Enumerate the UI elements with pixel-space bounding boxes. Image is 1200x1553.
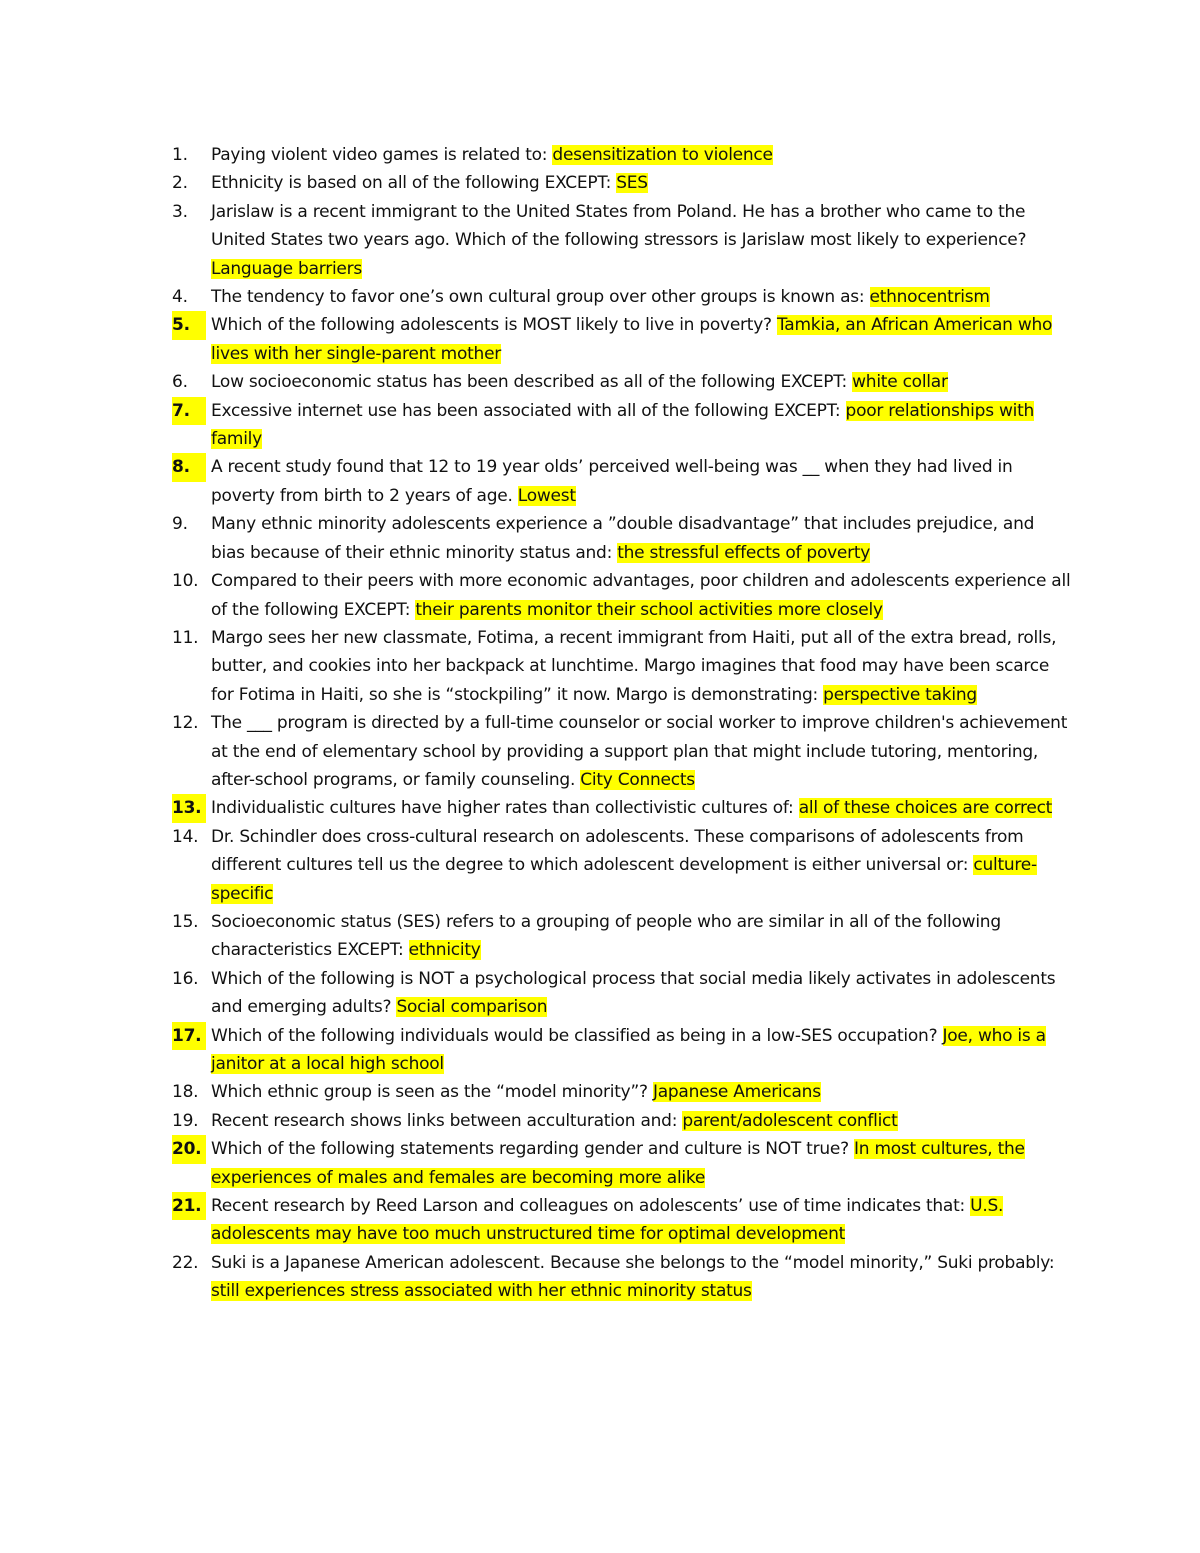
question-text: Suki is a Japanese American adolescent. Because she belongs to the “model minority,” Suki probably: bbox=[211, 1252, 1055, 1273]
item-number: 10. bbox=[172, 571, 199, 592]
list-item bbox=[172, 965, 1072, 1022]
answer-highlight: white collar bbox=[852, 372, 948, 393]
item-number: 8. bbox=[172, 453, 206, 481]
answer-highlight: ethnicity bbox=[408, 940, 481, 961]
question-text: Socioeconomic status (SES) refers to a grouping of people who are similar in all of the following characteristics EXCEPT: bbox=[211, 911, 1001, 961]
list-item bbox=[172, 624, 1072, 709]
item-number: 13. bbox=[172, 794, 206, 822]
list-item bbox=[172, 794, 1072, 822]
list-item bbox=[172, 397, 1072, 454]
answer-highlight: Tamkia, an African American who lives with her single-parent mother bbox=[211, 315, 1053, 364]
item-number: 15. bbox=[172, 911, 199, 932]
list-item bbox=[172, 1135, 1072, 1192]
question-text: Low socioeconomic status has been described as all of the following EXCEPT: bbox=[211, 372, 853, 393]
item-number: 11. bbox=[172, 627, 199, 648]
item-number: 1. bbox=[172, 145, 188, 165]
question-text: Paying violent video games is related to: bbox=[211, 145, 553, 165]
list-item bbox=[172, 823, 1072, 908]
question-text: Recent research shows links between acculturation and: bbox=[211, 1110, 683, 1131]
item-number: 14. bbox=[172, 826, 199, 847]
answer-highlight: the stressful effects of poverty bbox=[617, 542, 871, 563]
item-number: 6. bbox=[172, 372, 188, 393]
list-item bbox=[172, 169, 1072, 197]
question-text: A recent study found that 12 to 19 year olds’ perceived well-being was __ when they had lived in poverty from birth to 2 years of age. bbox=[211, 457, 1013, 506]
question-text: Which of the following individuals would be classified as being in a low-SES occupation? bbox=[211, 1025, 943, 1046]
answer-highlight: SES bbox=[616, 173, 648, 194]
item-number: 16. bbox=[172, 968, 199, 989]
item-number: 5. bbox=[172, 311, 206, 339]
item-number: 22. bbox=[172, 1252, 199, 1273]
answer-highlight: their parents monitor their school activities more closely bbox=[415, 599, 883, 620]
question-text: The ___ program is directed by a full-time counselor or social worker to improve children's achievement at the end of elementary school by providing a support plan that might include tutoring, mentoring, after-school programs, or family counseling. bbox=[211, 713, 1068, 790]
list-item bbox=[172, 198, 1072, 283]
item-number: 9. bbox=[172, 514, 188, 535]
question-text: Compared to their peers with more economic advantages, poor children and adolescents experience all of the following EXCEPT: bbox=[211, 571, 1071, 620]
question-text: Which ethnic group is seen as the “model minority”? bbox=[211, 1082, 653, 1103]
item-number: 18. bbox=[172, 1082, 199, 1103]
answer-highlight: still experiences stress associated with her ethnic minority status bbox=[211, 1281, 752, 1302]
question-text: Dr. Schindler does cross-cultural research on adolescents. These comparisons of adolescents from different cultures tell us the degree to which adolescent development is either universal or: bbox=[211, 826, 1024, 876]
answer-highlight: Lowest bbox=[517, 485, 576, 506]
question-text: Which of the following adolescents is MOST likely to live in poverty? bbox=[211, 315, 777, 336]
list-item bbox=[172, 567, 1072, 624]
answer-highlight: desensitization to violence bbox=[552, 145, 773, 165]
question-text: Jarislaw is a recent immigrant to the United States from Poland. He has a brother who came to the United States two years ago. Which of the following stressors is Jarislaw most likely to experience? bbox=[211, 201, 1027, 251]
answer-highlight: culture-specific bbox=[211, 855, 1037, 904]
question-text: Which of the following statements regarding gender and culture is NOT true? bbox=[211, 1139, 854, 1160]
list-item bbox=[172, 368, 1072, 396]
question-text: Individualistic cultures have higher rates than collectivistic cultures of: bbox=[211, 798, 799, 819]
list-item bbox=[172, 1078, 1072, 1106]
question-text: Ethnicity is based on all of the following EXCEPT: bbox=[211, 173, 617, 194]
answer-highlight: perspective taking bbox=[823, 684, 977, 705]
question-text: Recent research by Reed Larson and colleagues on adolescents’ use of time indicates that: bbox=[211, 1196, 971, 1217]
list-item bbox=[172, 908, 1072, 965]
list-item bbox=[172, 453, 1072, 510]
question-text: The tendency to favor one’s own cultural group over other groups is known as: bbox=[211, 287, 870, 308]
item-number: 19. bbox=[172, 1110, 199, 1131]
item-number: 20. bbox=[172, 1135, 206, 1163]
list-item bbox=[172, 709, 1072, 794]
item-number: 3. bbox=[172, 201, 188, 222]
question-text: Excessive internet use has been associated with all of the following EXCEPT: bbox=[211, 400, 846, 421]
answer-highlight: U.S. adolescents may have too much unstructured time for optimal development bbox=[211, 1196, 1004, 1245]
answer-highlight: Joe, who is a janitor at a local high school bbox=[211, 1025, 1046, 1074]
list-item bbox=[172, 1249, 1072, 1306]
answer-highlight: Language barriers bbox=[211, 258, 362, 279]
list-item bbox=[172, 1107, 1072, 1135]
list-item bbox=[172, 510, 1072, 567]
list-item bbox=[172, 141, 1072, 169]
item-number: 17. bbox=[172, 1022, 206, 1050]
item-number: 7. bbox=[172, 397, 206, 425]
item-number: 12. bbox=[172, 713, 199, 734]
item-number: 2. bbox=[172, 173, 188, 194]
question-text: Which of the following is NOT a psychological process that social media likely activates in adolescents and emerging adults? bbox=[211, 968, 1056, 1018]
item-number: 21. bbox=[172, 1192, 206, 1220]
item-number: 4. bbox=[172, 287, 188, 308]
list-item bbox=[172, 1022, 1072, 1079]
list-item bbox=[172, 283, 1072, 311]
answer-highlight: Social comparison bbox=[396, 997, 548, 1018]
answer-highlight: ethnocentrism bbox=[869, 287, 990, 308]
question-text: Many ethnic minority adolescents experience a ”double disadvantage” that includes prejudice, and bias because of their ethnic minority status and: bbox=[211, 514, 1035, 563]
list-item bbox=[172, 1192, 1072, 1249]
answer-highlight: all of these choices are correct bbox=[798, 798, 1053, 819]
answer-highlight: In most cultures, the experiences of males and females are becoming more alike bbox=[211, 1139, 1025, 1188]
answer-highlight: poor relationships with family bbox=[211, 400, 1035, 450]
answer-highlight: Japanese Americans bbox=[652, 1082, 821, 1103]
list-item bbox=[172, 311, 1072, 368]
question-list bbox=[172, 141, 1072, 1306]
answer-highlight: City Connects bbox=[580, 769, 695, 790]
question-text: Margo sees her new classmate, Fotima, a recent immigrant from Haiti, put all of the extra bread, rolls, butter, and cookies into her backpack at lunchtime. Margo imagines that food may have been scarce for Fotima in Haiti, so she is “stockpiling” it now. Margo is demonstrating: bbox=[211, 627, 1057, 705]
answer-highlight: parent/adolescent conflict bbox=[682, 1110, 898, 1131]
